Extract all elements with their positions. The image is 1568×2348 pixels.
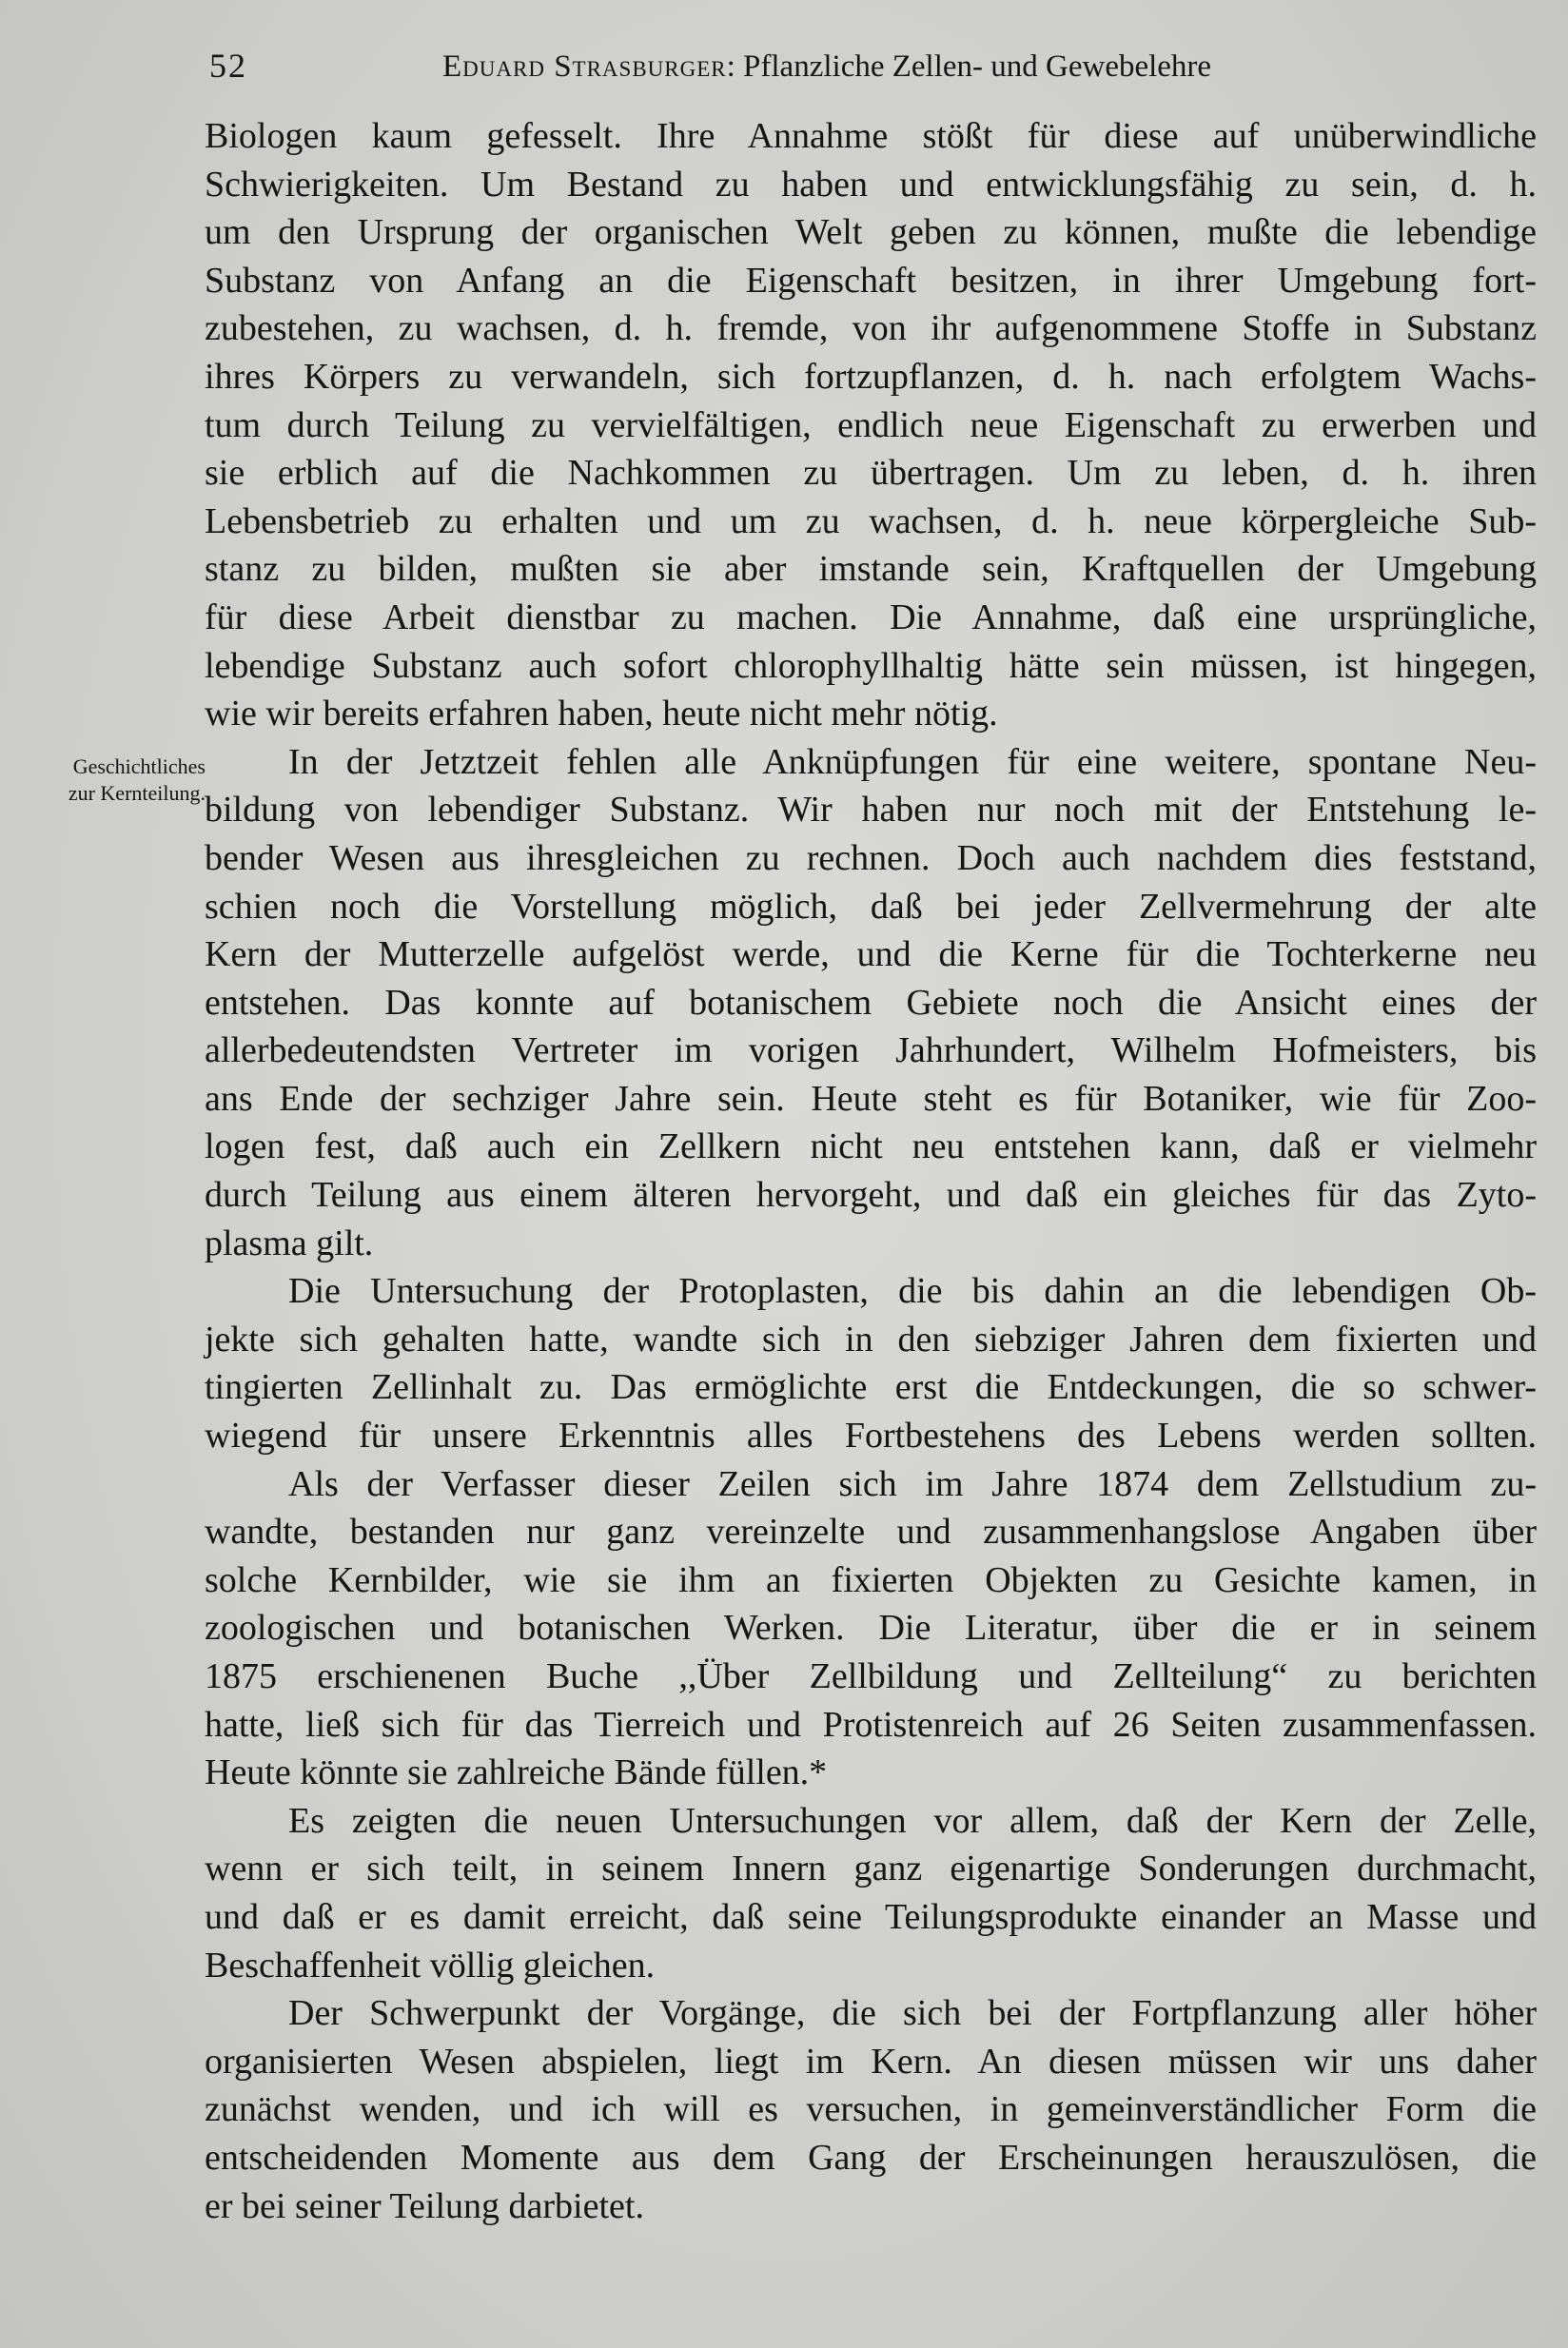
text-line: zoologischen und botanischen Werken. Die Literatur, über die er in seinem <box>205 1608 1537 1649</box>
text-line: jekte sich gehalten hatte, wandte sich in den siebziger Jahren dem fixierten und <box>205 1319 1537 1360</box>
text-line: plasma gilt. <box>205 1223 374 1263</box>
text-line: Heute könnte sie zahlreiche Bände füllen.* <box>205 1752 828 1793</box>
text-line: ihres Körpers zu verwandeln, sich fortzupflanzen, d. h. nach erfolgtem Wachs- <box>205 356 1537 397</box>
text-line: Als der Verfasser dieser Zeilen sich im Jahre 1874 dem Zellstudium zu- <box>288 1463 1537 1504</box>
text-line: Substanz von Anfang an die Eigenschaft besitzen, in ihrer Umgebung fort- <box>205 260 1537 301</box>
margin-note-line: Geschichtliches <box>72 754 206 778</box>
text-line: um den Ursprung der organischen Welt geben zu können, mußte die lebendige <box>205 212 1537 253</box>
text-line: entscheidenden Momente aus dem Gang der Erscheinungen herauszulösen, die <box>205 2137 1537 2178</box>
text-line: lebendige Substanz auch sofort chlorophyllhaltig hätte sein müssen, ist hingegen, <box>205 645 1537 686</box>
text-line: Die Untersuchung der Protoplasten, die bis dahin an die lebendigen Ob- <box>288 1271 1537 1312</box>
body-text <box>205 112 1537 2230</box>
text-line: Schwierigkeiten. Um Bestand zu haben und entwicklungsfähig zu sein, d. h. <box>205 164 1537 205</box>
margin-note-line: zur Kernteilung. <box>68 781 206 805</box>
text-line: schien noch die Vorstellung möglich, daß bei jeder Zellvermehrung der alte <box>205 886 1537 927</box>
running-head <box>442 49 1211 85</box>
text-line: Es zeigten die neuen Untersuchungen vor allem, daß der Kern der Zelle, <box>288 1800 1537 1841</box>
text-line: bender Wesen aus ihresgleichen zu rechnen. Doch auch nachdem dies feststand, <box>205 837 1537 878</box>
text-line: bildung von lebendiger Substanz. Wir haben nur noch mit der Entstehung le- <box>205 790 1537 831</box>
text-line: wandte, bestanden nur ganz vereinzelte und zusammenhangslose Angaben über <box>205 1512 1537 1553</box>
running-head-author: Eduard Strasburger <box>442 49 727 84</box>
text-line: Der Schwerpunkt der Vorgänge, die sich bei der Fortpflanzung aller höher <box>288 1993 1537 2034</box>
text-line: Lebensbetrieb zu erhalten und um zu wachsen, d. h. neue körpergleiche Sub- <box>205 500 1537 541</box>
text-line: hatte, ließ sich für das Tierreich und Protistenreich auf 26 Seiten zusammenfassen. <box>205 1704 1537 1745</box>
text-line: zunächst wenden, und ich will es versuchen, in gemeinverständlicher Form die <box>205 2089 1537 2130</box>
text-line: solche Kernbilder, wie sie ihm an fixierten Objekten zu Gesichte kamen, in <box>205 1559 1537 1600</box>
text-line: tum durch Teilung zu vervielfältigen, endlich neue Eigenschaft zu erwerben und <box>205 404 1537 445</box>
page-header <box>209 46 1342 93</box>
text-line: und daß er es damit erreicht, daß seine Teilungsprodukte einander an Masse und <box>205 1896 1537 1937</box>
text-line: In der Jetztzeit fehlen alle Anknüpfungen für eine weitere, spontane Neu- <box>288 741 1537 782</box>
text-line: durch Teilung aus einem älteren hervorgeht, und daß ein gleiches für das Zyto- <box>205 1175 1537 1216</box>
text-line: für diese Arbeit dienstbar zu machen. Die Annahme, daß eine ursprüngliche, <box>205 597 1537 637</box>
text-line: sie erblich auf die Nachkommen zu übertragen. Um zu leben, d. h. ihren <box>205 453 1537 494</box>
text-line: stanz zu bilden, mußten sie aber imstande sein, Kraftquellen der Umgebung <box>205 549 1537 590</box>
text-line: wiegend für unsere Erkenntnis alles Fortbestehens des Lebens werden sollten. <box>205 1416 1537 1457</box>
text-line: zubestehen, zu wachsen, d. h. fremde, von ihr aufgenommene Stoffe in Substanz <box>205 308 1537 349</box>
text-line: ans Ende der sechziger Jahre sein. Heute steht es für Botaniker, wie für Zoo- <box>205 1078 1537 1119</box>
text-line: allerbedeutendsten Vertreter im vorigen Jahrhundert, Wilhelm Hofmeisters, bis <box>205 1030 1537 1071</box>
text-line: 1875 erschienenen Buche ,,Über Zellbildung und Zellteilung“ zu berichten <box>205 1656 1537 1696</box>
page-number: 52 <box>209 47 247 85</box>
text-line: wie wir bereits erfahren haben, heute nicht mehr nötig. <box>205 694 998 734</box>
text-line: er bei seiner Teilung darbietet. <box>205 2185 644 2226</box>
text-line: Kern der Mutterzelle aufgelöst werde, und die Kerne für die Tochterkerne neu <box>205 934 1537 975</box>
text-line: organisierten Wesen abspielen, liegt im Kern. An diesen müssen wir uns daher <box>205 2041 1537 2082</box>
running-head-separator: : <box>726 49 735 84</box>
text-line: tingierten Zellinhalt zu. Das ermöglichte erst die Entdeckungen, die so schwer- <box>205 1367 1537 1408</box>
margin-note <box>6 753 206 807</box>
text-line: Beschaffenheit völlig gleichen. <box>205 1945 656 1986</box>
text-line: Biologen kaum gefesselt. Ihre Annahme stößt für diese auf unüberwindliche <box>205 116 1537 156</box>
text-line: entstehen. Das konnte auf botanischem Gebiete noch die Ansicht eines der <box>205 982 1537 1023</box>
running-head-title: Pflanzliche Zellen- und Gewebelehre <box>743 49 1212 84</box>
text-line: wenn er sich teilt, in seinem Innern ganz eigenartige Sonderungen durchmacht, <box>205 1849 1537 1889</box>
text-line: logen fest, daß auch ein Zellkern nicht neu entstehen kann, daß er vielmehr <box>205 1126 1537 1167</box>
